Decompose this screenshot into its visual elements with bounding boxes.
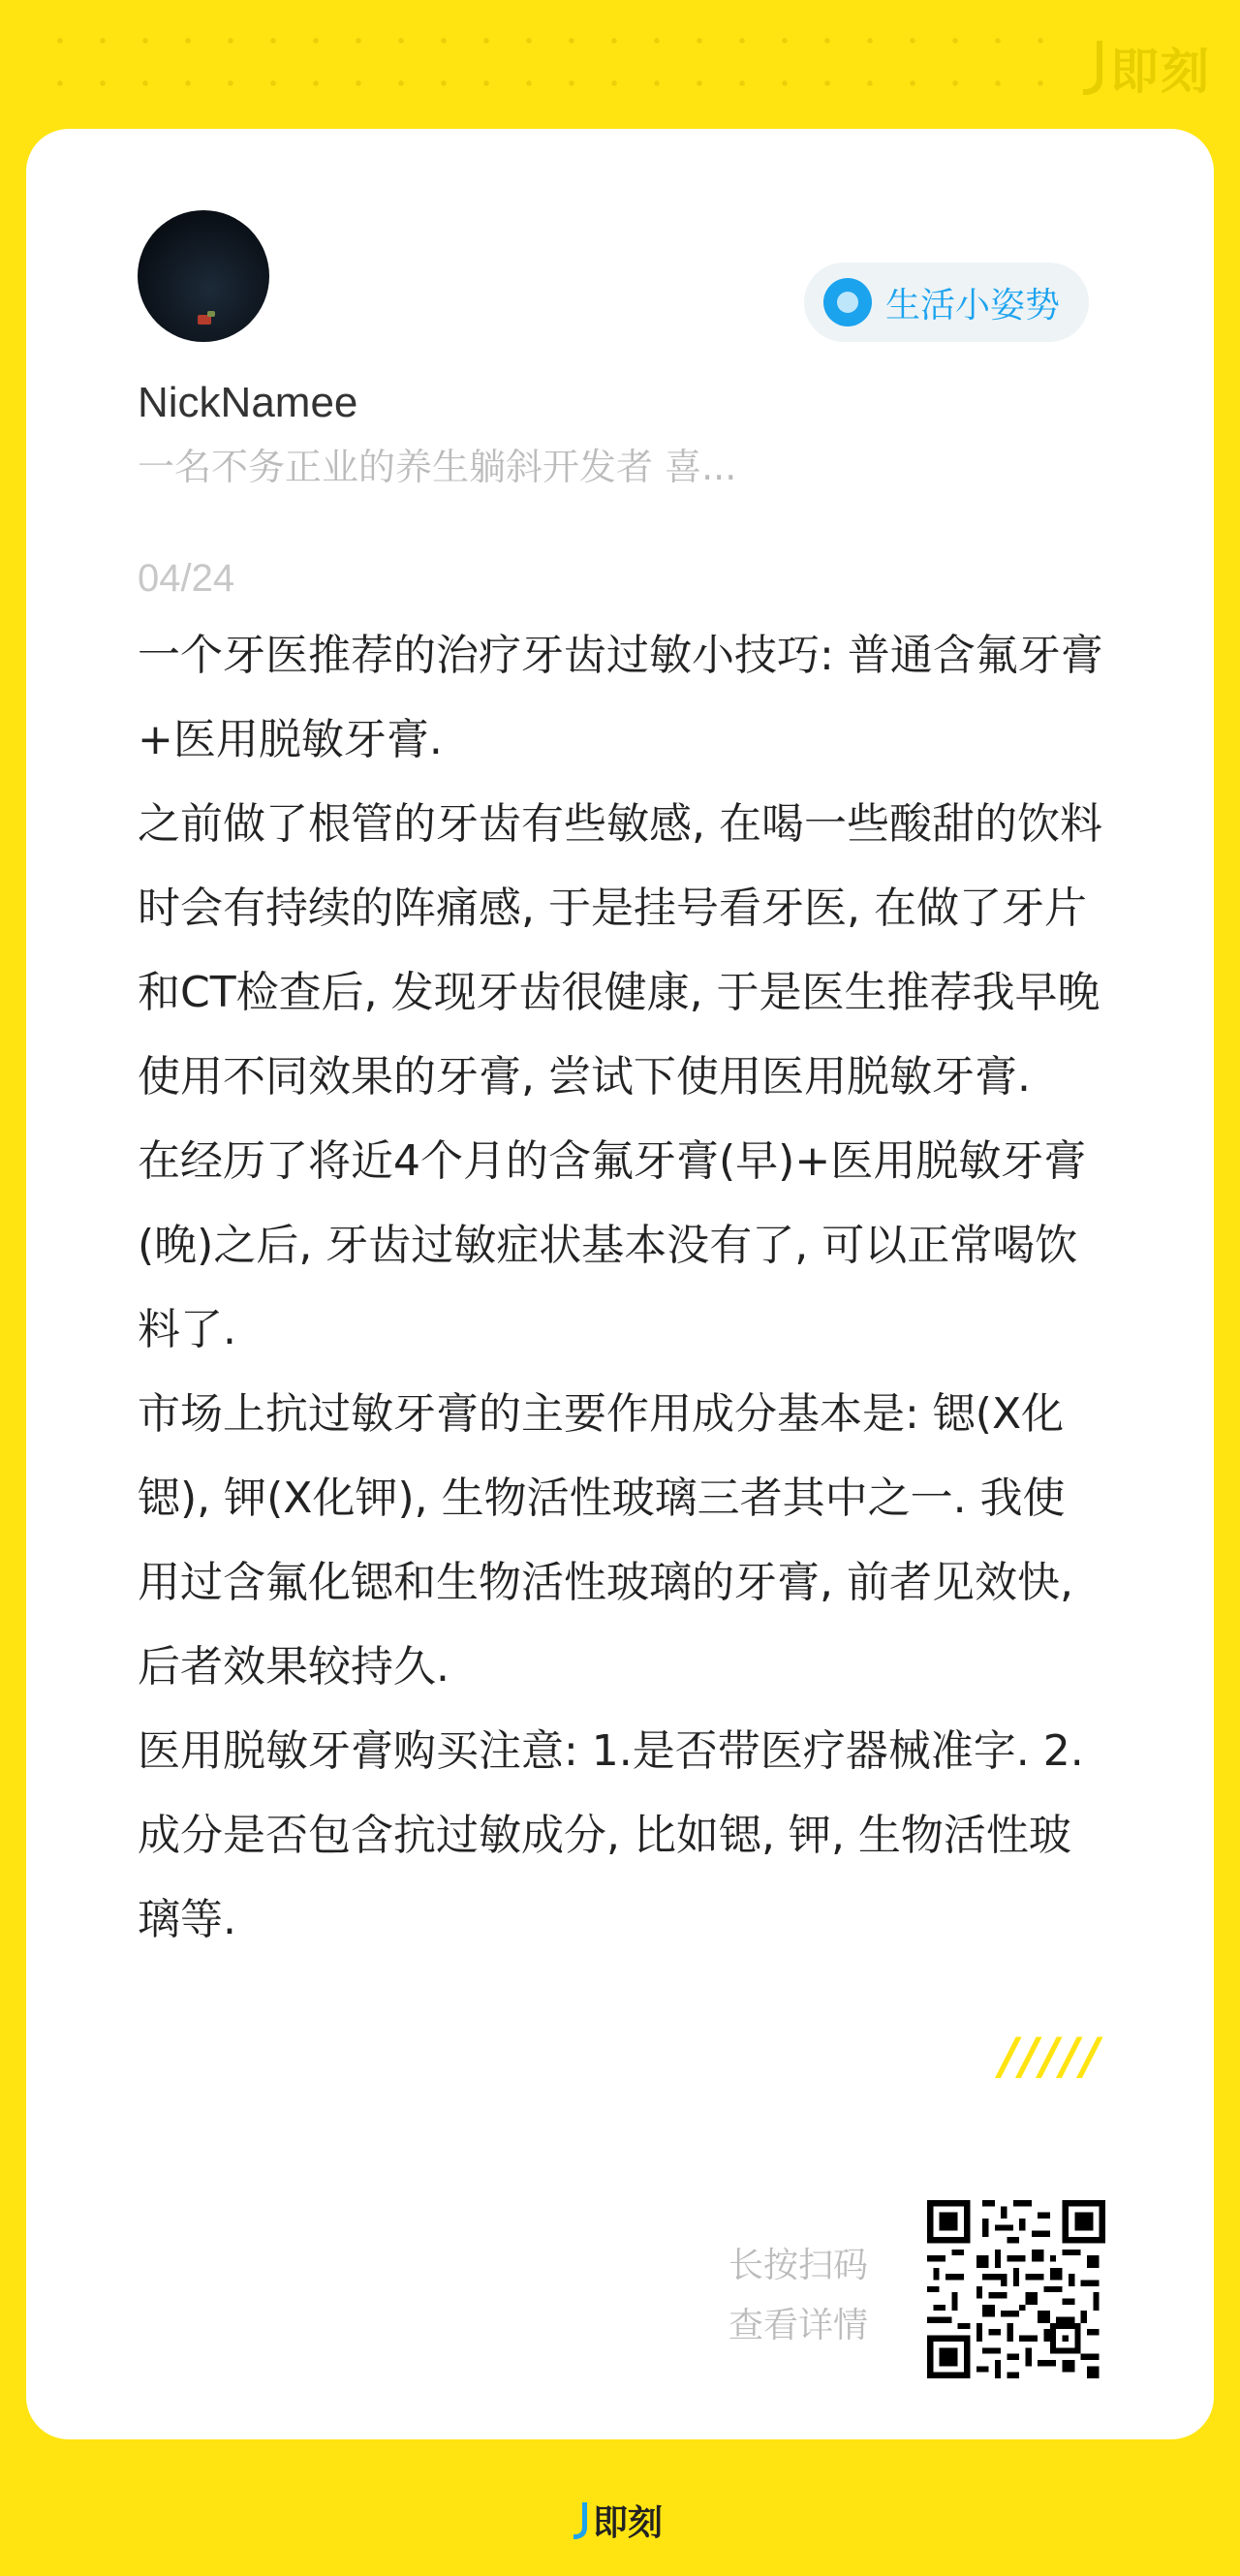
post-paragraph: 之前做了根管的牙齿有些敏感, 在喝一些酸甜的饮料时会有持续的阵痛感, 于是挂号看牙医, 在做了牙片和CT检查后, 发现牙齿很健康, 于是医生推荐我早晚使用不同效果的牙膏, 尝试下使用医用脱敏牙膏. [138, 799, 1102, 1102]
post-content [138, 613, 1106, 1962]
post-date: 04/24 [138, 557, 235, 600]
jike-logo-icon [1079, 37, 1106, 99]
brand-name: 即刻 [593, 2503, 664, 2543]
post-paragraph: 在经历了将近4个月的含氟牙膏(早)+医用脱敏牙膏(晚)之后, 牙齿过敏症状基本没有了, 可以正常喝饮料了. [138, 1136, 1087, 1354]
post-paragraph: 医用脱敏牙膏购买注意: 1.是否带医疗器械准字. 2. 成分是否包含抗过敏成分, 比如锶, 钾, 生物活性玻璃等. [138, 1726, 1084, 1944]
post-paragraph: 市场上抗过敏牙膏的主要作用成分基本是: 锶(X化锶), 钾(X化钾), 生物活性玻璃三者其中之一. 我使用过含氟化锶和生物活性玻璃的牙膏, 前者见效快, 后者效果较持久. [138, 1389, 1073, 1691]
username[interactable]: NickNamee [138, 379, 358, 426]
user-bio: 一名不务正业的养生躺斜开发者 喜... [138, 446, 737, 488]
qr-hint [728, 2236, 868, 2356]
avatar-detail [207, 311, 215, 317]
qr-hint-line: 长按扫码 [728, 2246, 869, 2285]
avatar[interactable] [138, 210, 269, 342]
qr-code[interactable] [927, 2200, 1105, 2378]
post-card [26, 129, 1214, 2439]
bottom-brand-logo [572, 2496, 663, 2545]
dot-pattern-decoration [39, 19, 1066, 116]
slash-decoration: ///// [1000, 2028, 1101, 2086]
post-paragraph: 一个牙医推荐的治疗牙齿过敏小技巧: 普通含氟牙膏+医用脱敏牙膏. [138, 631, 1103, 764]
top-brand-logo [1079, 33, 1211, 103]
qr-hint-line: 查看详情 [728, 2306, 869, 2345]
jike-logo-icon [572, 2500, 589, 2541]
brand-name: 即刻 [1110, 44, 1211, 100]
topic-tag-button[interactable] [804, 263, 1089, 342]
topic-label: 生活小姿势 [885, 285, 1061, 326]
topic-circle-icon [823, 278, 872, 326]
